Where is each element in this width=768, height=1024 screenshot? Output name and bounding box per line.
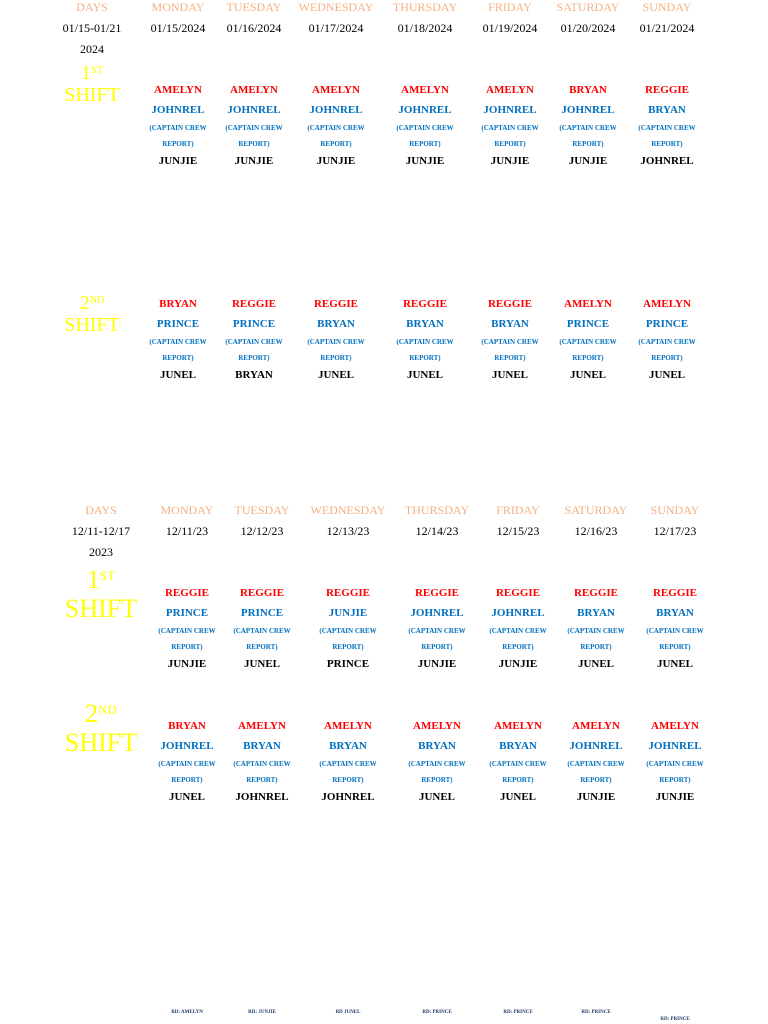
crew-name: JUNEL [569,369,607,381]
days-label: DAYS [76,0,108,14]
lead-name: REGGIE [414,587,460,599]
rest-day-label: RD: AMELYN [171,1010,203,1015]
shift-slot [567,583,624,673]
shift-slot [567,716,624,806]
captain-note-line1: (CAPTAIN CREW [233,627,291,635]
captain-name: JOHNREL [309,104,363,116]
captain-name: JOHNREL [398,104,452,116]
shift-word: SHIFT [64,314,120,336]
captain-note-line2: REPORT) [320,140,352,148]
captain-name: JOHNREL [410,607,464,619]
captain-note-line2: REPORT) [494,354,526,362]
captain-name: BRYAN [491,318,529,330]
captain-note-line1: (CAPTAIN CREW [319,627,377,635]
captain-note-line1: (CAPTAIN CREW [489,627,547,635]
captain-name: BRYAN [418,740,456,752]
day-name: WEDNESDAY [310,503,386,517]
lead-name: REGGIE [325,587,371,599]
day-name: FRIDAY [488,0,532,14]
shift-word: SHIFT [64,84,120,106]
shift-slot [307,80,364,170]
captain-note-line1: (CAPTAIN CREW [481,338,539,346]
shift-slot [481,294,538,384]
captain-note-line2: REPORT) [580,643,612,651]
captain-note-line2: REPORT) [502,643,534,651]
crew-name: JUNEL [656,658,694,670]
lead-name: REGGIE [402,298,448,310]
lead-name: BRYAN [159,298,197,310]
rest-day-label: RD JUNEL [335,1010,361,1015]
shift-number-digit: 1 [86,565,100,594]
captain-note-line1: (CAPTAIN CREW [307,338,365,346]
lead-name: AMELYN [312,84,360,96]
captain-note-line2: REPORT) [651,354,683,362]
day-date: 12/16/23 [574,524,618,538]
shift-number-suffix: ST [99,568,116,584]
day-name: THURSDAY [404,503,470,517]
shift-slot [559,80,616,170]
lead-name: REGGIE [164,587,210,599]
crew-name: JUNJIE [167,658,207,670]
captain-note-line1: (CAPTAIN CREW [149,338,207,346]
shift-slot [158,716,215,806]
crew-name: JUNJIE [490,155,530,167]
captain-note-line1: (CAPTAIN CREW [158,627,216,635]
week-range: 12/11-12/17 2023 [71,524,131,559]
captain-note-line2: REPORT) [502,776,534,784]
captain-note-line2: REPORT) [332,643,364,651]
captain-name: JOHNREL [561,104,615,116]
lead-name: AMELYN [154,84,202,96]
day-date: 12/17/23 [653,524,697,538]
day-name: MONDAY [160,503,214,517]
captain-note-line2: REPORT) [580,776,612,784]
lead-name: AMELYN [401,84,449,96]
captain-note-line1: (CAPTAIN CREW [307,124,365,132]
shift-number [65,566,137,595]
captain-note-line1: (CAPTAIN CREW [396,338,454,346]
shift-number [64,62,120,84]
shift-slot [481,80,538,170]
crew-name: JUNEL [159,369,197,381]
lead-name: AMELYN [230,84,278,96]
captain-name: JOHNREL [569,740,623,752]
shift-slot [489,716,546,806]
rest-day-label: RD: JUNJIE [248,1010,276,1015]
shift-slot [319,716,376,806]
captain-note-line1: (CAPTAIN CREW [638,124,696,132]
day-date: 01/18/2024 [397,21,453,35]
captain-note-line2: REPORT) [332,776,364,784]
lead-name: AMELYN [486,84,534,96]
lead-name: REGGIE [573,587,619,599]
captain-name: BRYAN [656,607,694,619]
day-date: 12/11/23 [165,524,209,538]
day-name: SUNDAY [650,503,700,517]
captain-note-line2: REPORT) [162,354,194,362]
captain-note-line1: (CAPTAIN CREW [489,760,547,768]
captain-note-line1: (CAPTAIN CREW [559,124,617,132]
captain-name: PRINCE [156,318,200,330]
crew-name: JOHNREL [321,791,375,803]
captain-name: BRYAN [329,740,367,752]
captain-note-line1: (CAPTAIN CREW [319,760,377,768]
day-name: THURSDAY [392,0,458,14]
lead-name: REGGIE [487,298,533,310]
captain-note-line1: (CAPTAIN CREW [233,760,291,768]
lead-name: BRYAN [168,720,206,732]
captain-note-line1: (CAPTAIN CREW [149,124,207,132]
crew-name: JUNJIE [316,155,356,167]
shift-slot [408,716,465,806]
shift-slot [233,583,290,673]
crew-name: JUNEL [499,791,537,803]
captain-note-line2: REPORT) [171,643,203,651]
day-name: TUESDAY [226,0,282,14]
captain-note-line2: REPORT) [572,354,604,362]
captain-note-line2: REPORT) [246,643,278,651]
day-date: 01/15/2024 [150,21,206,35]
crew-name: JOHNREL [235,791,289,803]
captain-name: BRYAN [499,740,537,752]
captain-note-line2: REPORT) [421,643,453,651]
captain-name: PRINCE [566,318,610,330]
crew-name: JUNJIE [417,658,457,670]
day-name: SATURDAY [564,503,628,517]
shift-slot [307,294,364,384]
day-date: 12/13/23 [326,524,370,538]
captain-note-line2: REPORT) [320,354,352,362]
shift-number-digit: 2 [85,699,99,728]
shift-slot [638,80,695,170]
shift-slot [646,583,703,673]
captain-name: PRINCE [232,318,276,330]
shift-slot [149,80,206,170]
shift-slot [638,294,695,384]
captain-note-line1: (CAPTAIN CREW [408,627,466,635]
captain-note-line2: REPORT) [651,140,683,148]
day-date: 12/14/23 [415,524,459,538]
lead-name: REGGIE [495,587,541,599]
shift-slot [559,294,616,384]
lead-name: REGGIE [644,84,690,96]
day-date: 01/19/2024 [482,21,538,35]
shift-number-suffix: ST [91,64,103,76]
rest-day-label: RD: PRINCE [503,1010,533,1015]
captain-name: BRYAN [648,104,686,116]
shift-slot [319,583,376,673]
crew-name: JUNEL [491,369,529,381]
shift-slot [489,583,546,673]
captain-name: JUNJIE [328,607,368,619]
captain-note-line2: REPORT) [238,140,270,148]
shift-slot [396,294,453,384]
captain-name: BRYAN [243,740,281,752]
captain-note-line1: (CAPTAIN CREW [646,760,704,768]
shift-word: SHIFT [64,727,138,757]
day-date: 01/21/2024 [639,21,695,35]
captain-note-line2: REPORT) [162,140,194,148]
shift-slot [646,716,703,806]
captain-name: JOHNREL [483,104,537,116]
captain-note-line1: (CAPTAIN CREW [225,338,283,346]
shift-word: SHIFT [64,593,138,623]
shift-slot [396,80,453,170]
captain-name: JOHNREL [648,740,702,752]
captain-note-line2: REPORT) [572,140,604,148]
lead-name: AMELYN [643,298,691,310]
day-name: SATURDAY [556,0,620,14]
captain-note-line1: (CAPTAIN CREW [559,338,617,346]
captain-note-line2: REPORT) [659,643,691,651]
lead-name: AMELYN [413,720,461,732]
crew-name: JUNEL [418,791,456,803]
captain-note-line1: (CAPTAIN CREW [225,124,283,132]
lead-name: REGGIE [231,298,277,310]
lead-name: AMELYN [324,720,372,732]
shift-slot [149,294,206,384]
captain-note-line2: REPORT) [659,776,691,784]
captain-name: JOHNREL [491,607,545,619]
crew-name: JUNJIE [576,791,616,803]
captain-note-line2: REPORT) [246,776,278,784]
captain-note-line1: (CAPTAIN CREW [567,760,625,768]
crew-name: JUNJIE [655,791,695,803]
crew-name: JUNJIE [405,155,445,167]
lead-name: REGGIE [239,587,285,599]
captain-note-line1: (CAPTAIN CREW [158,760,216,768]
captain-note-line2: REPORT) [421,776,453,784]
day-name: SUNDAY [642,0,692,14]
captain-note-line2: REPORT) [171,776,203,784]
captain-name: JOHNREL [151,104,205,116]
captain-name: BRYAN [317,318,355,330]
day-date: 01/20/2024 [560,21,616,35]
shift-slot [225,80,282,170]
crew-name: JUNJIE [234,155,274,167]
shift-slot [158,583,215,673]
shift-label [65,700,137,757]
crew-name: JUNEL [168,791,206,803]
shift-label [65,566,137,623]
day-date: 12/12/23 [240,524,284,538]
rest-day-label: RD: PRINCE [660,1017,690,1022]
crew-name: JUNEL [317,369,355,381]
day-name: TUESDAY [234,503,290,517]
captain-note-line2: REPORT) [238,354,270,362]
lead-name: AMELYN [494,720,542,732]
captain-note-line2: REPORT) [409,354,441,362]
shift-slot [233,716,290,806]
captain-note-line1: (CAPTAIN CREW [646,627,704,635]
days-label: DAYS [85,503,117,517]
captain-note-line1: (CAPTAIN CREW [638,338,696,346]
crew-name: BRYAN [235,369,273,381]
lead-name: AMELYN [564,298,612,310]
shift-label [64,292,120,336]
crew-name: JUNEL [648,369,686,381]
crew-name: JUNEL [577,658,615,670]
day-name: WEDNESDAY [298,0,374,14]
week-range: 01/15-01/21 2024 [62,21,122,56]
rest-day-label: RD: PRINCE [581,1010,611,1015]
captain-name: PRINCE [645,318,689,330]
rest-day-label: RD: PRINCE [422,1010,452,1015]
captain-note-line1: (CAPTAIN CREW [567,627,625,635]
shift-slot [225,294,282,384]
day-name: MONDAY [151,0,205,14]
shift-number-suffix: ND [98,702,117,718]
crew-name: JUNJIE [498,658,538,670]
crew-name: JUNJIE [158,155,198,167]
day-date: 01/17/2024 [308,21,364,35]
captain-name: PRINCE [240,607,284,619]
crew-name: PRINCE [326,658,370,670]
captain-name: PRINCE [165,607,209,619]
shift-slot [408,583,465,673]
day-name: FRIDAY [496,503,540,517]
lead-name: REGGIE [652,587,698,599]
captain-name: JOHNREL [227,104,281,116]
shift-number-digit: 2 [79,292,90,314]
captain-note-line1: (CAPTAIN CREW [408,760,466,768]
crew-name: JUNEL [406,369,444,381]
lead-name: AMELYN [238,720,286,732]
shift-number-suffix: ND [89,294,105,306]
shift-number-digit: 1 [81,62,92,84]
crew-name: JUNEL [243,658,281,670]
shift-number [65,700,137,729]
shift-number [64,292,120,314]
captain-note-line2: REPORT) [409,140,441,148]
captain-note-line1: (CAPTAIN CREW [481,124,539,132]
lead-name: BRYAN [569,84,607,96]
captain-name: BRYAN [406,318,444,330]
captain-name: BRYAN [577,607,615,619]
shift-label [64,62,120,106]
day-date: 01/16/2024 [226,21,282,35]
captain-note-line1: (CAPTAIN CREW [396,124,454,132]
lead-name: AMELYN [651,720,699,732]
day-date: 12/15/23 [496,524,540,538]
lead-name: AMELYN [572,720,620,732]
captain-name: JOHNREL [160,740,214,752]
lead-name: REGGIE [313,298,359,310]
crew-name: JOHNREL [640,155,694,167]
captain-note-line2: REPORT) [494,140,526,148]
crew-name: JUNJIE [568,155,608,167]
